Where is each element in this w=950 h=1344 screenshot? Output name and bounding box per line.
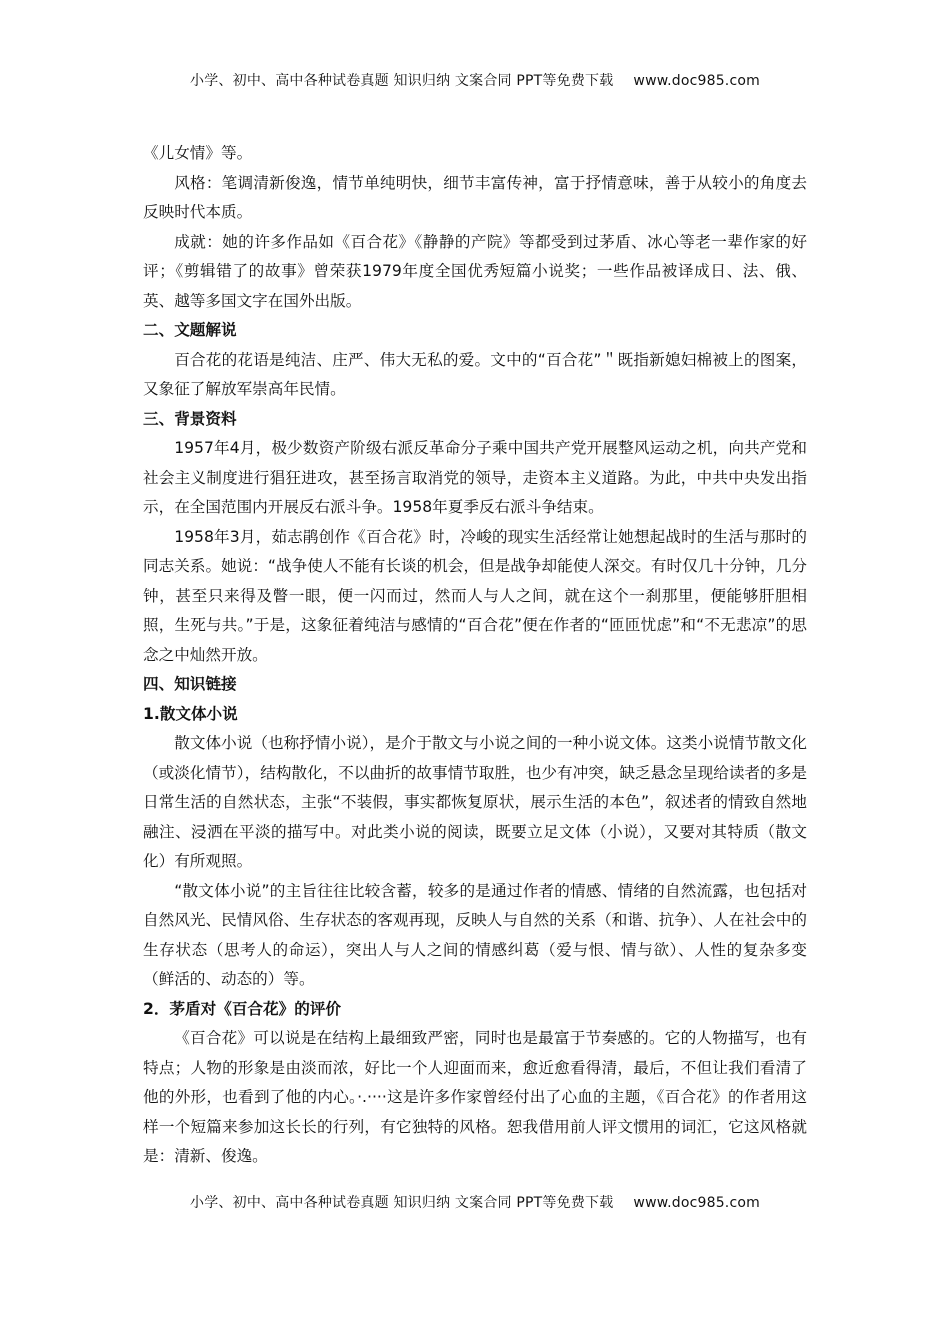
prose-novel-paragraph-2: “散文体小说”的主旨往往比较含蓄，较多的是通过作者的情感、情绪的自然流露，也包括对自然风光、民情风俗、生存状态的客观再现，反映人与自然的关系（和谐、抗争）、人在社会中的生存状态（思考人的命运），突出人与人之间的情感纠葛（爱与恨、情与欲）、人性的复杂多变（鲜活的、动态的）等。 <box>143 881 807 988</box>
background-paragraph-2: 1958年3月，茹志鹃创作《百合花》时，冷峻的现实生活经常让她想起战时的生活与那时的同志关系。她说：“战争使人不能有长谈的机会，但是战争却能使人深交。有时仅几十分钟，几分钟，甚至只来得及瞥一眼，便一闪而过，然而人与人之间，就在这个一刹那里，便能够肝胆相照，生死与共。”于是，这象征着纯洁与感情的“百合花”便在作者的“匝匝忧虑”和“不无悲凉”的思念之中灿然开放。 <box>143 527 807 664</box>
achievement-paragraph: 成就：她的许多作品如《百合花》《静静的产院》等都受到过茅盾、冰心等老一辈作家的好评；《剪辑错了的故事》曾荣获1979年度全国优秀短篇小说奖；一些作品被译成日、法、俄、英、越等多国文字在国外出版。 <box>143 232 807 310</box>
style-paragraph: 风格：笔调清新俊逸，情节单纯明快，细节丰富传神，富于抒情意味，善于从较小的角度去反映时代本质。 <box>143 173 807 221</box>
page-footer <box>0 1192 950 1212</box>
footer-text: 小学、初中、高中各种试卷真题 知识归纳 文案合同 PPT等免费下载 <box>190 1195 614 1211</box>
subheading-maodun-review: 2．茅盾对《百合花》的评价 <box>143 999 341 1018</box>
header-text: 小学、初中、高中各种试卷真题 知识归纳 文案合同 PPT等免费下载 <box>190 73 614 89</box>
prose-novel-paragraph-1: 散文体小说（也称抒情小说），是介于散文与小说之间的一种小说文体。这类小说情节散文化（或淡化情节），结构散化，不以曲折的故事情节取胜，也少有冲突，缺乏悬念呈现给读者的多是日常生活的自然状态，主张“不装假，事实都恢复原状，展示生活的本色”，叙述者的情致自然地融注、浸洒在平淡的描写中。对此类小说的阅读，既要立足文体（小说），又要对其特质（散文化）有所观照。 <box>143 734 807 870</box>
subheading-prose-novel: 1.散文体小说 <box>143 704 238 723</box>
page-header <box>0 70 950 90</box>
background-paragraph-1: 1957年4月，极少数资产阶级右派反革命分子乘中国共产党开展整风运动之机，向共产党和社会主义制度进行猖狂进攻，甚至扬言取消党的领导，走资本主义道路。为此，中共中央发出指示，在全国范围内开展反右派斗争。1958年夏季反右派斗争结束。 <box>143 439 807 516</box>
title-explanation-paragraph: 百合花的花语是纯洁、庄严、伟大无私的爱。文中的“百合花”＂既指新媳妇棉被上的图案，又象征了解放军崇高年民情。 <box>143 350 807 398</box>
section-heading-background: 三、背景资料 <box>143 409 237 428</box>
works-list-end: 《儿女情》等。 <box>143 144 253 162</box>
maodun-review-paragraph: 《百合花》可以说是在结构上最细致严密，同时也是最富于节奏感的。它的人物描写，也有特点；人物的形象是由淡而浓，好比一个人迎面而来，愈近愈看得清，最后，不但让我们看清了他的外形，也看到了他的内心。·.····这是许多作家曾经付出了心血的主题，《百合花》的作者用这样一个短篇来参加这长长的行列，有它独特的风格。恕我借用前人评文惯用的词汇，它这风格就是：清新、俊逸。 <box>143 1029 807 1165</box>
footer-url[interactable]: www.doc985.com <box>633 1195 760 1211</box>
document-body <box>143 139 807 1172</box>
section-heading-knowledge-link: 四、知识链接 <box>143 675 237 693</box>
section-heading-title-explanation: 二、文题解说 <box>143 321 237 339</box>
header-url[interactable]: www.doc985.com <box>633 73 760 89</box>
